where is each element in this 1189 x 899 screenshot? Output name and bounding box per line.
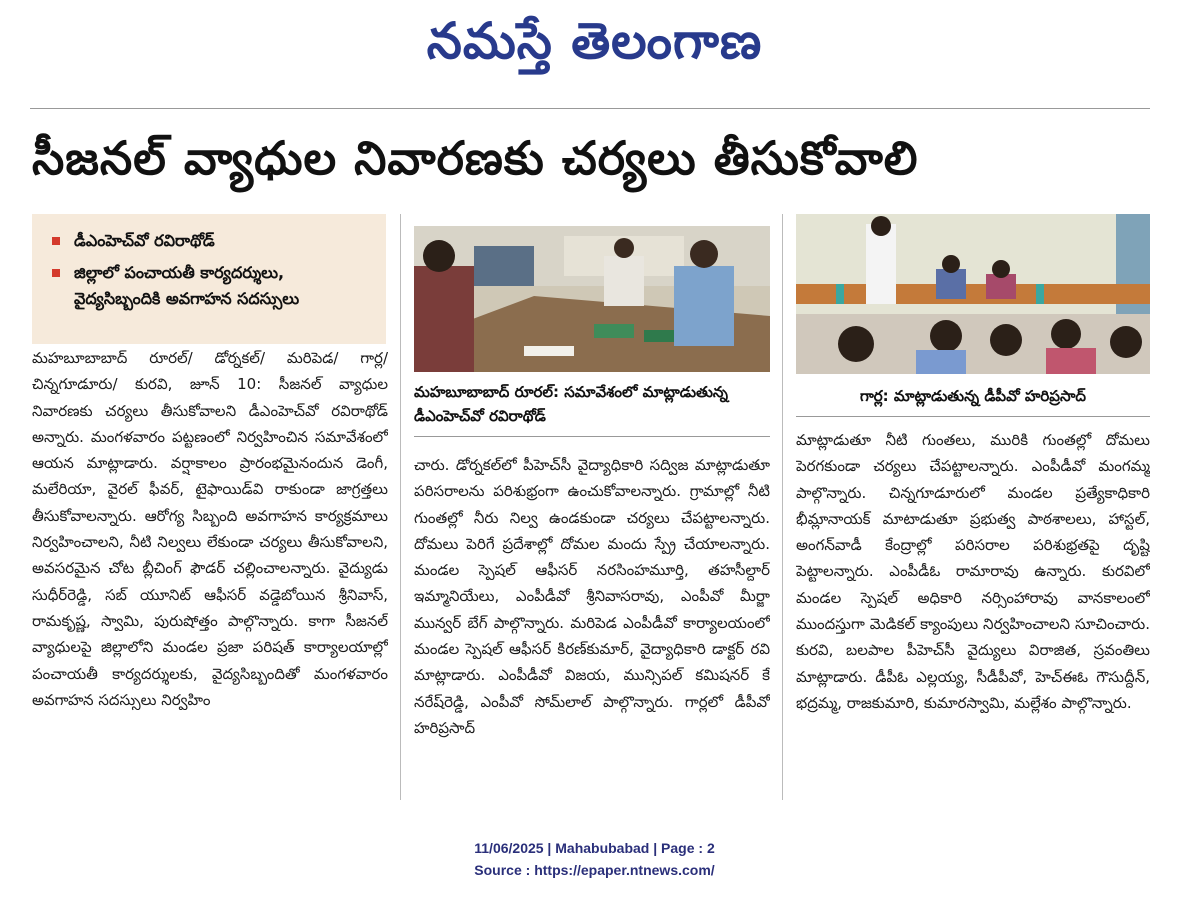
- highlight-text: జిల్లాలో పంచాయతీ కార్యదర్శులు, వైద్యసిబ్బందికి అవగాహన సదస్సులు: [74, 263, 300, 308]
- meeting-photo-illustration: [414, 226, 770, 372]
- masthead-rule: [30, 108, 1150, 109]
- column-divider: [400, 214, 401, 800]
- article-column-3: మాట్లాడుతూ నీటి గుంతలు, మురికి గుంతల్లో దోమలు పెరగకుండా చర్యలు చేపట్టాలన్నారు. ఎంపీడీవో మంగమ్మ పాల్గొన్నారు. చిన్నగూడూరులో మండల ప్రత్యేకాధికారి భీమ్లానాయక్ మాటాడుతూ ప్రభుత్వ పాఠశాలలు, హాస్టల్, అంగన్‌వాడీ కేంద్రాల్లో పరిసరాల పరిశుభ్రతపై దృష్టి పెట్టాలన్నారు. ఎంపీడీఓ రామారావు ఉన్నారు. కురవిలో మండల స్పెషల్ అధికారి నర్సింహారావు వానకాలంలో ముందస్తుగా మెడికల్ క్యాంపులు నిర్వహించాలని సూచించారు. కురవి, బలపాల పీహెచ్‌సీ వైద్యులు విరాజిత, స్రవంతిలు మాట్లాడారు. డీపీఓ ఎల్లయ్య, సీడీపీవో, హెచ్ఈఓ గౌసుద్దీన్, భద్రమ్మ, రాజకుమారి, కుమారస్వామి, మల్లేశం పాల్గొన్నారు.: [796, 431, 1150, 712]
- highlight-text: డీఎంహెచ్‌వో రవిరాథోడ్: [74, 231, 215, 250]
- article-column-2: చారు. డోర్నకల్‌లో పీహెచ్‌సీ వైద్యాధికారి సద్విజ మాట్లాడుతూ పరిసరాలను పరిశుభ్రంగా ఉంచుకోవాలన్నారు. గ్రామాల్లో నీటి గుంతల్లో నీరు నిల్వ ఉండకుండా చర్యలు చేపట్టాలన్నారు. దోమలు పెరిగే ప్రదేశాల్లో దోమల మందు స్ప్రే చేయాలన్నారు. మండల స్పెషల్ ఆఫీసర్ నరసింహమూర్తి, తహసీల్దార్ ఇమ్మానియేలు, ఎంపీడీవో శ్రీనివాసరావు, ఎంపీవో మీర్జా మున్వర్ బేగ్ పాల్గొన్నారు. మరిపెడ ఎంపీడీవో కార్యాలయంలో మండల స్పెషల్ ఆఫీసర్ కిరణ్‌కుమార్, వైద్యాధికారి డాక్టర్ రవి మాట్లాడారు. ఎంపీడీవో విజయ, మున్సిపల్ కమిషనర్ కే నరేష్‌రెడ్డి, ఎంపీవో సోమ్‌లాల్ పాల్గొన్నారు. గార్లలో డీపీవో హరిప్రసాద్: [414, 456, 770, 737]
- footer-source-link[interactable]: Source : https://epaper.ntnews.com/: [474, 862, 715, 878]
- column-divider: [782, 214, 783, 800]
- highlight-item: [52, 228, 376, 254]
- meeting-photo: [414, 226, 770, 372]
- footer-date-edition: 11/06/2025 | Mahabubabad | Page : 2: [474, 840, 715, 856]
- highlights-box: [32, 214, 386, 344]
- bullet-icon: [52, 269, 60, 277]
- bullet-icon: [52, 237, 60, 245]
- article-headline: సీజనల్ వ్యాధుల నివారణకు చర్యలు తీసుకోవాలి: [32, 131, 919, 185]
- masthead-logo: నమస్తే తెలంగాణ: [426, 12, 763, 70]
- photo-caption: మహబూబాబాద్ రూరల్: సమావేశంలో మాట్లాడుతున్న డీఎంహెచ్‌వో రవిరాథోడ్: [414, 380, 770, 437]
- article-column-1: మహబూబాబాద్ రూరల్/ డోర్నకల్/ మరిపెడ/ గార్ల/ చిన్నగూడూరు/ కురవి, జూన్ 10: సీజనల్ వ్యాధుల నివారణకు చర్యలు తీసుకోవాలని డీఎంహెచ్‌వో రవిరాథోడ్ అన్నారు. మంగళవారం పట్టణంలో నిర్వహించిన సమావేశంలో ఆయన మాట్లాడారు. వర్షాకాలం ప్రారంభమైనందున డెంగీ, మలేరియా, వైరల్ ఫీవర్, టైఫాయిడ్‌వి రాకుండా జాగ్రత్తలు తీసుకోవాలన్నారు. ఆరోగ్య సిబ్బంది అవగాహన కార్యక్రమాలు నిర్వహించాలని, నీటి నిల్వలు లేకుండా చర్యలు తీసుకోవాలని, అవసరమైన చోట బ్లీచింగ్ ఫౌడర్ చల్లించాలన్నారు. వైద్యుడు సుధీర్‌రెడ్డి, సబ్ యూనిట్ ఆఫీసర్ వడ్డెబోయిన శ్రీనివాస్, రామకృష్ణ, స్వామి, పురుషోత్తం పాల్గొన్నారు. కాగా సీజనల్ వ్యాధులపై జిల్లాలోని మండల ప్రజా పరిషత్ కార్యాలయాల్లో పంచాయతీ కార్యదర్శులకు, వైద్యసిబ్బందితో మంగళవారం అవగాహన సదస్సులు నిర్వహిం: [32, 349, 388, 709]
- photo-caption: గార్ల: మాట్లాడుతున్న డీపీవో హరిప్రసాద్: [796, 384, 1150, 417]
- session-photo: [796, 214, 1150, 374]
- highlight-item: [52, 260, 376, 312]
- session-photo-illustration: [796, 214, 1150, 374]
